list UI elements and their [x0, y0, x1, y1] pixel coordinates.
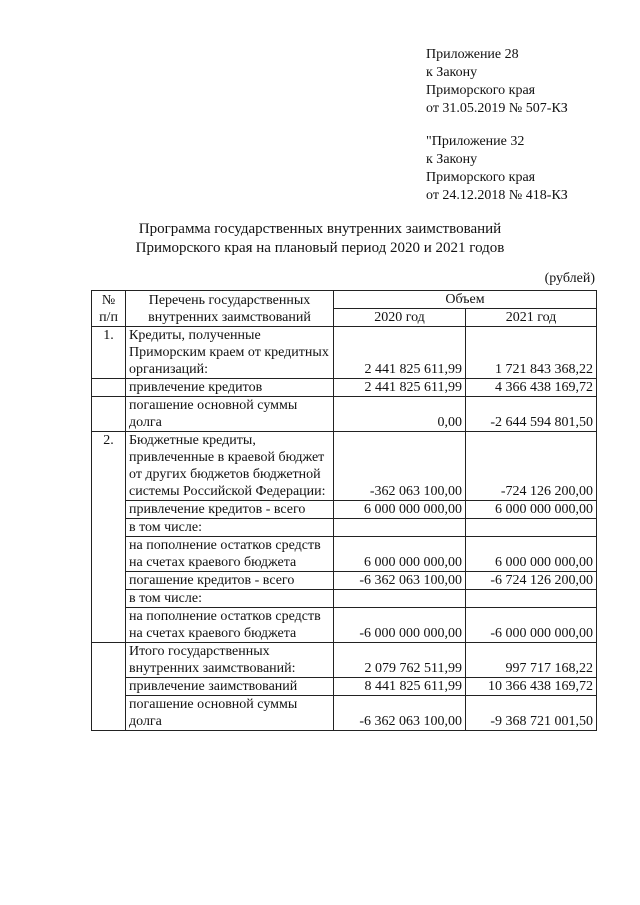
value-2021: 6 000 000 000,00	[466, 537, 597, 572]
value-2020: -6 000 000 000,00	[334, 608, 466, 643]
table-row	[92, 519, 597, 537]
value-2021: 4 366 438 169,72	[466, 379, 597, 397]
table-row	[92, 678, 597, 696]
row-number: 1.	[92, 327, 126, 379]
row-name: в том числе:	[126, 519, 334, 537]
row-number	[92, 379, 126, 397]
value-2020: -362 063 100,00	[334, 432, 466, 501]
table-row	[92, 501, 597, 519]
table-row	[92, 643, 597, 678]
value-2020	[334, 519, 466, 537]
value-2020: 2 079 762 511,99	[334, 643, 466, 678]
table-row	[92, 590, 597, 608]
row-name: погашение основной суммы долга	[126, 696, 334, 731]
value-2020: -6 362 063 100,00	[334, 696, 466, 731]
value-2020: -6 362 063 100,00	[334, 572, 466, 590]
table-row	[92, 696, 597, 731]
table-row	[92, 379, 597, 397]
value-2021: 997 717 168,22	[466, 643, 597, 678]
value-2021	[466, 519, 597, 537]
value-2021: -6 724 126 200,00	[466, 572, 597, 590]
row-name: на пополнение остатков средств на счетах краевого бюджета	[126, 608, 334, 643]
appendix-header	[426, 46, 626, 118]
appendix-line: от 24.12.2018 № 418-КЗ	[426, 188, 568, 203]
header-num: № п/п	[92, 291, 126, 327]
value-2021: -2 644 594 801,50	[466, 397, 597, 432]
title-line: Приморского края на плановый период 2020 и 2021 годов	[135, 240, 505, 256]
value-2020: 2 441 825 611,99	[334, 327, 466, 379]
value-2020: 6 000 000 000,00	[334, 501, 466, 519]
appendix-line: "Приложение 32	[426, 134, 525, 149]
value-2021: 1 721 843 368,22	[466, 327, 597, 379]
row-number	[92, 397, 126, 432]
appendix-line: Приморского края	[426, 170, 536, 185]
title-line: Программа государственных внутренних заимствований	[138, 221, 502, 237]
value-2021: 6 000 000 000,00	[466, 501, 597, 519]
row-name: привлечение кредитов	[126, 379, 334, 397]
value-2020: 2 441 825 611,99	[334, 379, 466, 397]
row-name: в том числе:	[126, 590, 334, 608]
row-name: привлечение заимствований	[126, 678, 334, 696]
table-row	[92, 327, 597, 379]
value-2020: 8 441 825 611,99	[334, 678, 466, 696]
value-2020: 0,00	[334, 397, 466, 432]
document-title	[0, 220, 640, 258]
appendix-line: к Закону	[426, 152, 478, 167]
appendix-line: Приморского края	[426, 83, 536, 98]
header-name: Перечень государственных внутренних заимствований	[126, 291, 334, 327]
table-header-row	[92, 291, 597, 309]
row-name: Итого государственных внутренних заимствований:	[126, 643, 334, 678]
table-row	[92, 572, 597, 590]
value-2021: -9 368 721 001,50	[466, 696, 597, 731]
value-2020	[334, 590, 466, 608]
appendix-line: от 31.05.2019 № 507-КЗ	[426, 101, 568, 116]
appendix-line: к Закону	[426, 65, 478, 80]
table-row	[92, 397, 597, 432]
row-name: Бюджетные кредиты, привлеченные в краевой бюджет от других бюджетов бюджетной системы Российской Федерации:	[126, 432, 334, 501]
row-name: на пополнение остатков средств на счетах краевого бюджета	[126, 537, 334, 572]
previous-appendix-header	[426, 133, 626, 205]
row-name: погашение кредитов - всего	[126, 572, 334, 590]
table-row	[92, 608, 597, 643]
appendix-line: Приложение 28	[426, 47, 519, 62]
header-year-2021: 2021 год	[466, 309, 597, 327]
value-2020: 6 000 000 000,00	[334, 537, 466, 572]
row-number	[92, 643, 126, 731]
table-row	[92, 537, 597, 572]
header-volume: Объем	[334, 291, 597, 309]
value-2021: -6 000 000 000,00	[466, 608, 597, 643]
row-name: погашение основной суммы долга	[126, 397, 334, 432]
value-2021: 10 366 438 169,72	[466, 678, 597, 696]
header-year-2020: 2020 год	[334, 309, 466, 327]
row-name: Кредиты, полученные Приморским краем от кредитных организаций:	[126, 327, 334, 379]
value-2021: -724 126 200,00	[466, 432, 597, 501]
row-name: привлечение кредитов - всего	[126, 501, 334, 519]
table-row	[92, 432, 597, 501]
value-2021	[466, 590, 597, 608]
row-number: 2.	[92, 432, 126, 643]
unit-label: (рублей)	[544, 271, 595, 286]
borrowing-table	[91, 290, 597, 731]
